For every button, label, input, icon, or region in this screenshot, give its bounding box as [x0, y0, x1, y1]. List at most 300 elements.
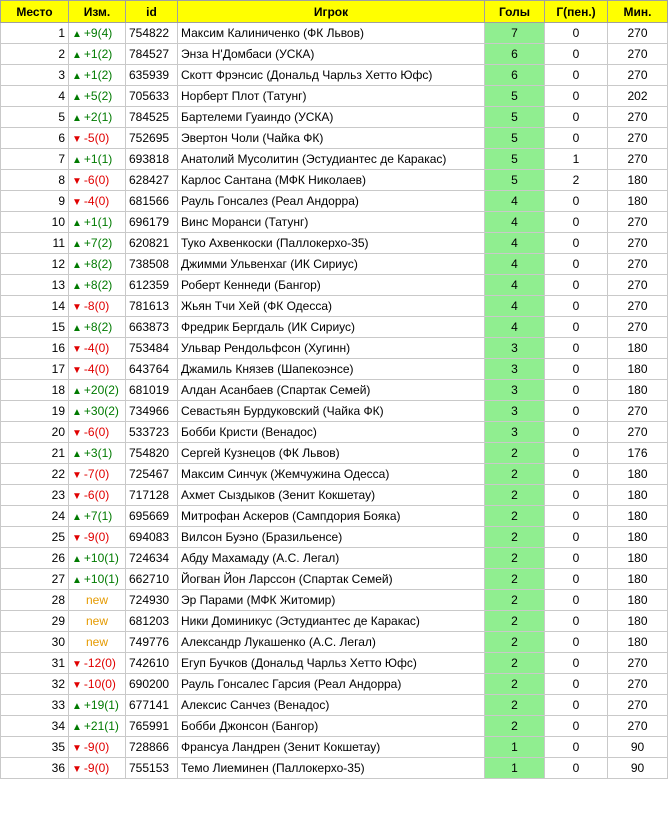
player-cell: Севастьян Бурдуковский (Чайка ФК): [178, 401, 485, 422]
table-row[interactable]: [1, 485, 668, 506]
min-cell: 270: [608, 65, 668, 86]
change-value: +1(2): [83, 47, 113, 61]
goals-cell: 3: [485, 422, 545, 443]
table-row[interactable]: [1, 44, 668, 65]
change-value: -9(0): [83, 761, 110, 775]
table-row[interactable]: [1, 149, 668, 170]
header-rank[interactable]: Место: [1, 1, 69, 23]
goals-cell: 1: [485, 737, 545, 758]
player-cell: Джамиль Князев (Шапекоэнсе): [178, 359, 485, 380]
change-value: new: [85, 614, 108, 628]
pen-cell: 0: [545, 380, 608, 401]
id-cell: 681019: [126, 380, 178, 401]
player-cell: Бобби Джонсон (Бангор): [178, 716, 485, 737]
change-value: +19(1): [83, 698, 119, 712]
triangle-up-icon: ▲: [72, 554, 82, 565]
pen-cell: 0: [545, 506, 608, 527]
rank-cell: 5: [1, 107, 69, 128]
change-cell: [69, 758, 126, 779]
goals-cell: 3: [485, 380, 545, 401]
triangle-up-icon: ▲: [72, 512, 82, 523]
player-cell: Скотт Фрэнсис (Дональд Чарльз Хетто Юфс): [178, 65, 485, 86]
rank-cell: 22: [1, 464, 69, 485]
goals-cell: 5: [485, 128, 545, 149]
goals-cell: 2: [485, 632, 545, 653]
change-cell: [69, 527, 126, 548]
rank-cell: 36: [1, 758, 69, 779]
change-cell: [69, 674, 126, 695]
change-value: +7(2): [83, 236, 113, 250]
rank-cell: 35: [1, 737, 69, 758]
triangle-down-icon: ▼: [72, 533, 82, 544]
min-cell: 180: [608, 191, 668, 212]
pen-cell: 0: [545, 611, 608, 632]
goals-cell: 2: [485, 674, 545, 695]
table-row[interactable]: [1, 23, 668, 44]
rank-cell: 9: [1, 191, 69, 212]
pen-cell: 0: [545, 548, 608, 569]
table-row[interactable]: [1, 716, 668, 737]
player-cell: Ники Доминикус (Эстудиантес де Каракас): [178, 611, 485, 632]
goals-cell: 2: [485, 548, 545, 569]
pen-cell: 0: [545, 464, 608, 485]
rank-cell: 20: [1, 422, 69, 443]
min-cell: 176: [608, 443, 668, 464]
min-cell: 90: [608, 758, 668, 779]
change-cell: [69, 191, 126, 212]
player-cell: Рауль Гонсалез (Реал Андорра): [178, 191, 485, 212]
change-cell: [69, 233, 126, 254]
id-cell: 784525: [126, 107, 178, 128]
change-value: -9(0): [83, 530, 110, 544]
min-cell: 270: [608, 107, 668, 128]
triangle-down-icon: ▼: [72, 680, 82, 691]
change-value: +2(1): [83, 110, 113, 124]
player-cell: Бобби Кристи (Венадос): [178, 422, 485, 443]
player-cell: Жьян Тчи Хей (ФК Одесса): [178, 296, 485, 317]
change-cell: [69, 317, 126, 338]
player-cell: Сергей Кузнецов (ФК Львов): [178, 443, 485, 464]
pen-cell: 0: [545, 191, 608, 212]
player-cell: Карлос Сантана (МФК Николаев): [178, 170, 485, 191]
triangle-down-icon: ▼: [72, 491, 82, 502]
rank-cell: 17: [1, 359, 69, 380]
min-cell: 270: [608, 317, 668, 338]
change-cell: [69, 380, 126, 401]
goals-cell: 2: [485, 611, 545, 632]
change-cell: [69, 86, 126, 107]
player-cell: Ульвар Рендольфсон (Хугинн): [178, 338, 485, 359]
goals-cell: 5: [485, 170, 545, 191]
player-cell: Джимми Ульвенхаг (ИК Сириус): [178, 254, 485, 275]
rank-cell: 30: [1, 632, 69, 653]
change-value: +20(2): [83, 383, 119, 397]
goals-cell: 5: [485, 149, 545, 170]
id-cell: 663873: [126, 317, 178, 338]
table-row[interactable]: [1, 338, 668, 359]
id-cell: 677141: [126, 695, 178, 716]
change-cell: [69, 464, 126, 485]
rank-cell: 25: [1, 527, 69, 548]
table-row[interactable]: [1, 65, 668, 86]
player-cell: Вилсон Буэно (Бразильенсе): [178, 527, 485, 548]
player-cell: Абду Махамаду (А.С. Легал): [178, 548, 485, 569]
rank-cell: 31: [1, 653, 69, 674]
change-value: -4(0): [83, 194, 110, 208]
triangle-up-icon: ▲: [72, 113, 82, 124]
table-row[interactable]: [1, 275, 668, 296]
pen-cell: 0: [545, 128, 608, 149]
change-cell: [69, 611, 126, 632]
rank-cell: 32: [1, 674, 69, 695]
change-cell: [69, 254, 126, 275]
min-cell: 180: [608, 170, 668, 191]
change-cell: [69, 569, 126, 590]
id-cell: 724634: [126, 548, 178, 569]
min-cell: 180: [608, 380, 668, 401]
id-cell: 725467: [126, 464, 178, 485]
header-pen[interactable]: Г(пен.): [545, 1, 608, 23]
min-cell: 270: [608, 254, 668, 275]
change-value: -9(0): [83, 740, 110, 754]
pen-cell: 0: [545, 107, 608, 128]
table-row[interactable]: [1, 527, 668, 548]
player-cell: Алдан Асанбаев (Спартак Семей): [178, 380, 485, 401]
min-cell: 180: [608, 464, 668, 485]
table-row[interactable]: [1, 128, 668, 149]
pen-cell: 0: [545, 485, 608, 506]
triangle-down-icon: ▼: [72, 134, 82, 145]
change-cell: [69, 170, 126, 191]
change-value: -6(0): [83, 173, 110, 187]
table-row[interactable]: [1, 443, 668, 464]
goals-cell: 5: [485, 86, 545, 107]
player-cell: Винс Моранси (Татунг): [178, 212, 485, 233]
id-cell: 765991: [126, 716, 178, 737]
header-min[interactable]: Мин.: [608, 1, 668, 23]
table-row[interactable]: [1, 569, 668, 590]
rank-cell: 15: [1, 317, 69, 338]
triangle-down-icon: ▼: [72, 743, 82, 754]
goals-cell: 4: [485, 254, 545, 275]
goals-cell: 2: [485, 695, 545, 716]
pen-cell: 2: [545, 170, 608, 191]
pen-cell: 0: [545, 359, 608, 380]
table-row[interactable]: [1, 695, 668, 716]
change-cell: [69, 296, 126, 317]
triangle-up-icon: ▲: [72, 155, 82, 166]
rank-cell: 7: [1, 149, 69, 170]
min-cell: 180: [608, 338, 668, 359]
table-row[interactable]: [1, 758, 668, 779]
player-cell: Франсуа Ландрен (Зенит Кокшетау): [178, 737, 485, 758]
change-value: +1(1): [83, 215, 113, 229]
goals-cell: 6: [485, 65, 545, 86]
table-row[interactable]: [1, 548, 668, 569]
goals-cell: 1: [485, 758, 545, 779]
min-cell: 270: [608, 695, 668, 716]
min-cell: 180: [608, 590, 668, 611]
change-cell: [69, 653, 126, 674]
table-row[interactable]: [1, 317, 668, 338]
change-cell: [69, 443, 126, 464]
table-row[interactable]: [1, 107, 668, 128]
min-cell: 270: [608, 44, 668, 65]
table-row[interactable]: [1, 632, 668, 653]
rank-cell: 14: [1, 296, 69, 317]
min-cell: 270: [608, 128, 668, 149]
table-row[interactable]: [1, 359, 668, 380]
change-value: +21(1): [83, 719, 119, 733]
min-cell: 270: [608, 401, 668, 422]
pen-cell: 0: [545, 653, 608, 674]
change-cell: [69, 485, 126, 506]
pen-cell: 0: [545, 716, 608, 737]
id-cell: 754822: [126, 23, 178, 44]
triangle-down-icon: ▼: [72, 176, 82, 187]
rank-cell: 2: [1, 44, 69, 65]
pen-cell: 0: [545, 86, 608, 107]
change-value: -8(0): [83, 299, 110, 313]
min-cell: 270: [608, 296, 668, 317]
rank-cell: 19: [1, 401, 69, 422]
pen-cell: 1: [545, 149, 608, 170]
change-cell: [69, 737, 126, 758]
min-cell: 270: [608, 422, 668, 443]
pen-cell: 0: [545, 569, 608, 590]
min-cell: 180: [608, 506, 668, 527]
rank-cell: 6: [1, 128, 69, 149]
rank-cell: 3: [1, 65, 69, 86]
table-row[interactable]: [1, 401, 668, 422]
table-row[interactable]: [1, 170, 668, 191]
player-cell: Роберт Кеннеди (Бангор): [178, 275, 485, 296]
rank-cell: 11: [1, 233, 69, 254]
table-row[interactable]: [1, 737, 668, 758]
pen-cell: 0: [545, 212, 608, 233]
id-cell: 753484: [126, 338, 178, 359]
table-row[interactable]: [1, 506, 668, 527]
header-id[interactable]: id: [126, 1, 178, 23]
id-cell: 612359: [126, 275, 178, 296]
goals-cell: 2: [485, 443, 545, 464]
pen-cell: 0: [545, 422, 608, 443]
pen-cell: 0: [545, 296, 608, 317]
id-cell: 755153: [126, 758, 178, 779]
id-cell: 694083: [126, 527, 178, 548]
pen-cell: 0: [545, 737, 608, 758]
id-cell: 635939: [126, 65, 178, 86]
rank-cell: 28: [1, 590, 69, 611]
player-cell: Максим Калиниченко (ФК Львов): [178, 23, 485, 44]
change-value: +7(1): [83, 509, 113, 523]
goals-cell: 2: [485, 569, 545, 590]
change-value: +8(2): [83, 278, 113, 292]
player-cell: Рауль Гонсалес Гарсия (Реал Андорра): [178, 674, 485, 695]
triangle-down-icon: ▼: [72, 764, 82, 775]
id-cell: 628427: [126, 170, 178, 191]
table-row[interactable]: [1, 611, 668, 632]
table-row[interactable]: [1, 212, 668, 233]
change-value: +3(1): [83, 446, 113, 460]
triangle-up-icon: ▲: [72, 386, 82, 397]
pen-cell: 0: [545, 758, 608, 779]
rank-cell: 1: [1, 23, 69, 44]
change-cell: [69, 401, 126, 422]
id-cell: 695669: [126, 506, 178, 527]
min-cell: 180: [608, 569, 668, 590]
header-row: [1, 1, 668, 23]
table-row[interactable]: [1, 653, 668, 674]
pen-cell: 0: [545, 233, 608, 254]
table-row[interactable]: [1, 191, 668, 212]
rank-cell: 8: [1, 170, 69, 191]
goals-cell: 2: [485, 506, 545, 527]
id-cell: 738508: [126, 254, 178, 275]
pen-cell: 0: [545, 527, 608, 548]
min-cell: 270: [608, 674, 668, 695]
rank-cell: 23: [1, 485, 69, 506]
table-row[interactable]: [1, 674, 668, 695]
table-row[interactable]: [1, 254, 668, 275]
pen-cell: 0: [545, 695, 608, 716]
pen-cell: 0: [545, 44, 608, 65]
rank-cell: 29: [1, 611, 69, 632]
table-row[interactable]: [1, 86, 668, 107]
pen-cell: 0: [545, 275, 608, 296]
goals-cell: 2: [485, 716, 545, 737]
change-value: +10(1): [83, 551, 119, 565]
change-value: -6(0): [83, 425, 110, 439]
triangle-up-icon: ▲: [72, 722, 82, 733]
pen-cell: 0: [545, 23, 608, 44]
change-cell: [69, 695, 126, 716]
min-cell: 270: [608, 149, 668, 170]
change-value: -7(0): [83, 467, 110, 481]
rank-cell: 16: [1, 338, 69, 359]
id-cell: 781613: [126, 296, 178, 317]
id-cell: 643764: [126, 359, 178, 380]
min-cell: 270: [608, 212, 668, 233]
triangle-down-icon: ▼: [72, 197, 82, 208]
id-cell: 724930: [126, 590, 178, 611]
rank-cell: 21: [1, 443, 69, 464]
min-cell: 202: [608, 86, 668, 107]
triangle-down-icon: ▼: [72, 659, 82, 670]
triangle-up-icon: ▲: [72, 29, 82, 40]
header-change[interactable]: Изм.: [69, 1, 126, 23]
table-row[interactable]: [1, 380, 668, 401]
header-player[interactable]: Игрок: [178, 1, 485, 23]
table-row[interactable]: [1, 422, 668, 443]
id-cell: 696179: [126, 212, 178, 233]
id-cell: 681566: [126, 191, 178, 212]
change-value: -6(0): [83, 488, 110, 502]
change-value: +5(2): [83, 89, 113, 103]
id-cell: 681203: [126, 611, 178, 632]
pen-cell: 0: [545, 65, 608, 86]
triangle-up-icon: ▲: [72, 575, 82, 586]
min-cell: 180: [608, 527, 668, 548]
goals-cell: 2: [485, 527, 545, 548]
change-cell: [69, 44, 126, 65]
id-cell: 693818: [126, 149, 178, 170]
change-cell: [69, 359, 126, 380]
id-cell: 705633: [126, 86, 178, 107]
change-cell: [69, 275, 126, 296]
id-cell: 752695: [126, 128, 178, 149]
pen-cell: 0: [545, 401, 608, 422]
change-value: -4(0): [83, 362, 110, 376]
change-value: -12(0): [83, 656, 116, 670]
rank-cell: 10: [1, 212, 69, 233]
player-cell: Ахмет Сыздыков (Зенит Кокшетау): [178, 485, 485, 506]
goals-cell: 2: [485, 590, 545, 611]
id-cell: 717128: [126, 485, 178, 506]
header-goals[interactable]: Голы: [485, 1, 545, 23]
rank-cell: 27: [1, 569, 69, 590]
table-row[interactable]: [1, 296, 668, 317]
goals-cell: 2: [485, 485, 545, 506]
change-cell: [69, 506, 126, 527]
id-cell: 754820: [126, 443, 178, 464]
goals-cell: 4: [485, 191, 545, 212]
table-row[interactable]: [1, 464, 668, 485]
rank-cell: 34: [1, 716, 69, 737]
change-cell: [69, 212, 126, 233]
id-cell: 690200: [126, 674, 178, 695]
rank-cell: 24: [1, 506, 69, 527]
triangle-down-icon: ▼: [72, 365, 82, 376]
change-value: +1(1): [83, 152, 113, 166]
change-value: +30(2): [83, 404, 119, 418]
table-row[interactable]: [1, 590, 668, 611]
table-row[interactable]: [1, 233, 668, 254]
pen-cell: 0: [545, 338, 608, 359]
triangle-down-icon: ▼: [72, 428, 82, 439]
goals-cell: 4: [485, 212, 545, 233]
goals-cell: 3: [485, 401, 545, 422]
triangle-up-icon: ▲: [72, 239, 82, 250]
goals-cell: 4: [485, 233, 545, 254]
id-cell: 728866: [126, 737, 178, 758]
change-value: -4(0): [83, 341, 110, 355]
player-cell: Анатолий Мусолитин (Эстудиантес де Каракас): [178, 149, 485, 170]
rank-cell: 33: [1, 695, 69, 716]
player-cell: Алексис Санчез (Венадос): [178, 695, 485, 716]
pen-cell: 0: [545, 674, 608, 695]
id-cell: 749776: [126, 632, 178, 653]
id-cell: 742610: [126, 653, 178, 674]
pen-cell: 0: [545, 632, 608, 653]
triangle-up-icon: ▲: [72, 701, 82, 712]
goals-cell: 2: [485, 653, 545, 674]
player-cell: Митрофан Аскеров (Сампдория Бояка): [178, 506, 485, 527]
change-cell: [69, 422, 126, 443]
id-cell: 620821: [126, 233, 178, 254]
change-value: +8(2): [83, 320, 113, 334]
min-cell: 270: [608, 233, 668, 254]
triangle-up-icon: ▲: [72, 260, 82, 271]
change-cell: [69, 149, 126, 170]
pen-cell: 0: [545, 590, 608, 611]
player-cell: Бартелеми Гуаиндо (УСКА): [178, 107, 485, 128]
goals-cell: 2: [485, 464, 545, 485]
rank-cell: 26: [1, 548, 69, 569]
player-cell: Фредрик Бергдаль (ИК Сириус): [178, 317, 485, 338]
id-cell: 662710: [126, 569, 178, 590]
triangle-up-icon: ▲: [72, 92, 82, 103]
